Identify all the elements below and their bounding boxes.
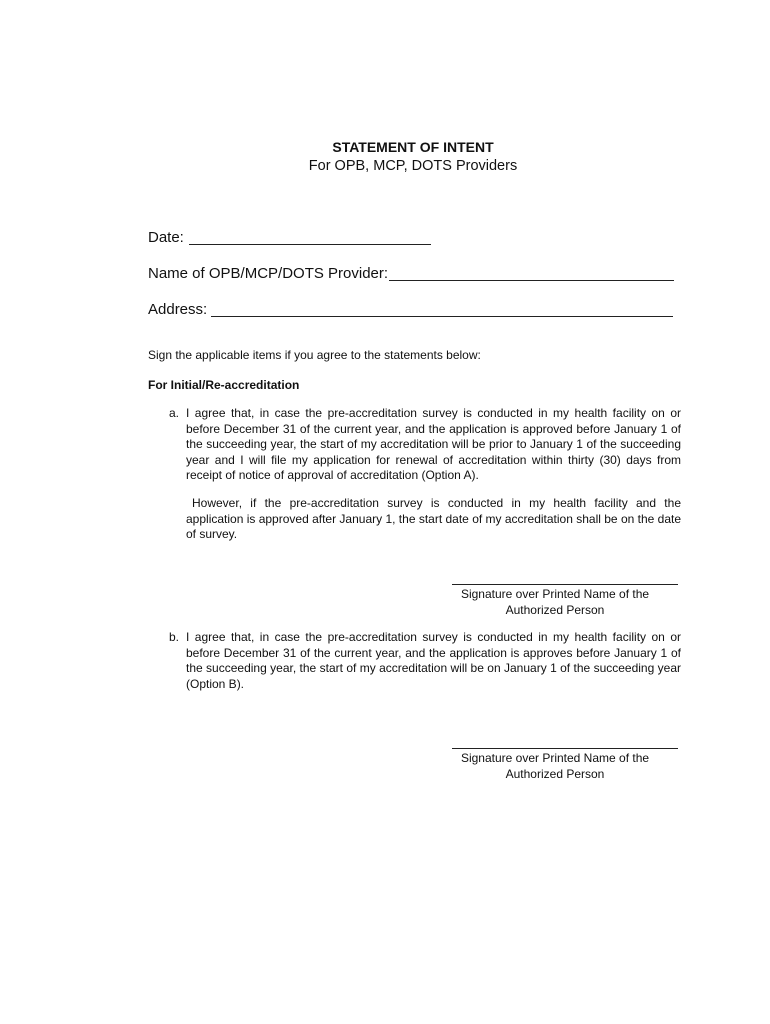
item-marker: b. (169, 630, 180, 644)
date-field-label: Date: (148, 229, 184, 246)
signature-line[interactable] (452, 584, 678, 585)
date-field-line[interactable] (189, 244, 431, 245)
item-marker: a. (169, 406, 180, 420)
provider-field-label: Name of OPB/MCP/DOTS Provider: (148, 265, 389, 282)
statement-item-b (169, 630, 681, 692)
item-text: I agree that, in case the pre-accreditation survey is conducted in my health facility on or before December 31 of the current year, and the application is approves before January 1 of the succeeding year, the start of my accreditation will be on January 1 of the succeeding year (Option B). (186, 630, 681, 691)
signature-block-b[interactable] (452, 748, 678, 782)
document-subtitle: For OPB, MCP, DOTS Providers (308, 158, 518, 174)
address-field-label: Address: (148, 301, 208, 318)
signature-label-line2: Authorized Person (505, 766, 605, 781)
signature-block-a[interactable] (452, 584, 678, 618)
signature-label-line1: Signature over Printed Name of the (460, 587, 650, 601)
statement-item-a (169, 406, 681, 484)
address-field-line[interactable] (211, 316, 673, 317)
document-title: STATEMENT OF INTENT (332, 139, 494, 155)
item-text: I agree that, in case the pre-accreditation survey is conducted in my health facility on or before December 31 of the current year, and the application is approved before January 1 of the succeeding year, the start of my accreditation will be prior to January 1 of the succeeding year and I will file my application for renewal of accreditation within thirty (30) days from receipt of notice of approval of accreditation (Option A). (186, 406, 681, 482)
instruction-text: Sign the applicable items if you agree to the statements below: (148, 348, 481, 362)
signature-line[interactable] (452, 748, 678, 749)
signature-label-line1: Signature over Printed Name of the (460, 751, 650, 765)
section-heading: For Initial/Re-accreditation (148, 378, 300, 392)
provider-field-line[interactable] (389, 280, 674, 281)
item-a-extra-paragraph: However, if the pre-accreditation survey is conducted in my health facility and the application is approved after January 1, the start date of my accreditation shall be on the date of survey. (186, 496, 681, 541)
signature-label-line2: Authorized Person (505, 602, 605, 617)
